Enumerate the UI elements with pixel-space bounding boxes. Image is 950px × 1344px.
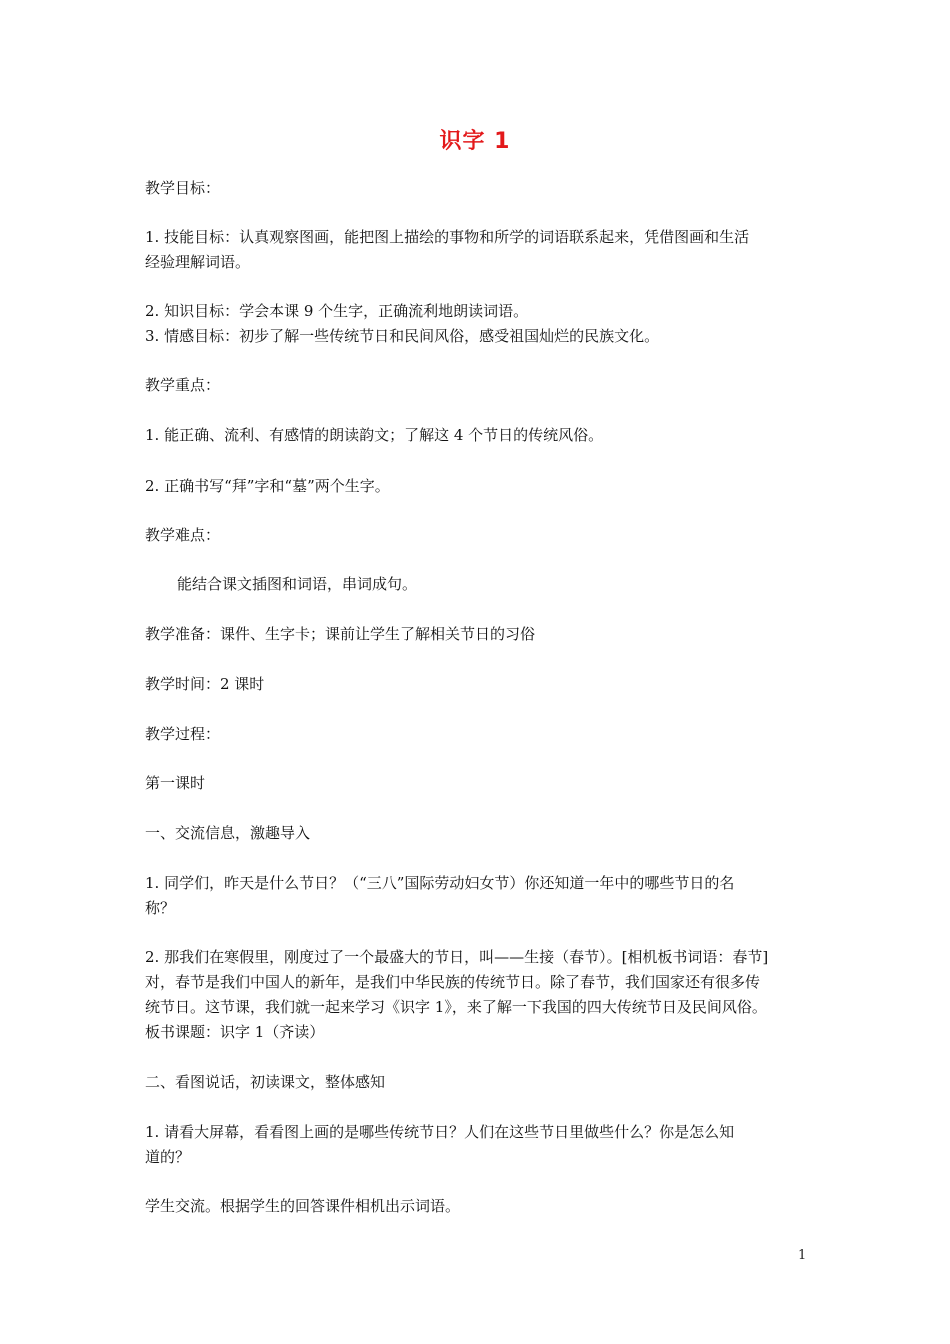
- section-heading-difficulties: 教学难点：: [145, 526, 221, 544]
- paragraph-line: 道的？: [145, 1148, 191, 1166]
- paragraph-line: 第一课时: [145, 774, 206, 792]
- paragraph-line: 二、看图说话，初读课文，整体感知: [145, 1073, 386, 1091]
- paragraph-line: 对，春节是我们中国人的新年，是我们中华民族的传统节日。除了春节，我们国家还有很多传: [145, 973, 761, 991]
- paragraph-line: 1. 技能目标：认真观察图画，能把图上描绘的事物和所学的词语联系起来，凭借图画和生活: [145, 228, 750, 246]
- paragraph-line: 1. 同学们，昨天是什么节日？（“三八”国际劳动妇女节）你还知道一年中的哪些节日的名: [145, 874, 735, 892]
- paragraph-line: 能结合课文插图和词语，串词成句。: [177, 575, 418, 593]
- paragraph-line: 3. 情感目标：初步了解一些传统节日和民间风俗，感受祖国灿烂的民族文化。: [145, 327, 660, 345]
- paragraph-line: 1. 请看大屏幕，看看图上画的是哪些传统节日？人们在这些节日里做些什么？你是怎么知: [145, 1123, 735, 1141]
- paragraph-line: 板书课题：识字 1（齐读）: [145, 1023, 325, 1041]
- paragraph-line: 一、交流信息，激趣导入: [145, 824, 311, 842]
- paragraph-line: 统节日。这节课，我们就一起来学习《识字 1》，来了解一下我国的四大传统节日及民间风俗。: [145, 998, 767, 1016]
- paragraph-line: 1. 能正确、流利、有感情的朗读韵文；了解这 4 个节日的传统风俗。: [145, 426, 604, 444]
- paragraph-line: 经验理解词语。: [145, 253, 251, 271]
- paragraph-line: 学生交流。根据学生的回答课件相机出示词语。: [145, 1197, 461, 1215]
- paragraph-line: 教学准备：课件、生字卡；课前让学生了解相关节日的习俗: [145, 625, 536, 643]
- section-heading-process: 教学过程：: [145, 725, 221, 743]
- paragraph-line: 称？: [145, 899, 176, 917]
- paragraph-line: 2. 正确书写“拜”字和“墓”两个生字。: [145, 477, 390, 495]
- paragraph-line: 2. 知识目标：学会本课 9 个生字，正确流利地朗读词语。: [145, 302, 529, 320]
- document-title: 识字 1: [439, 129, 511, 154]
- paragraph-line: 教学时间：2 课时: [145, 675, 265, 693]
- section-heading-key-points: 教学重点：: [145, 376, 221, 394]
- page-number: 1: [798, 1248, 807, 1263]
- paragraph-line: 2. 那我们在寒假里，刚度过了一个最盛大的节日，叫——生接（春节）。[相机板书词语：春节]: [145, 948, 769, 966]
- section-heading-objectives: 教学目标：: [145, 179, 221, 197]
